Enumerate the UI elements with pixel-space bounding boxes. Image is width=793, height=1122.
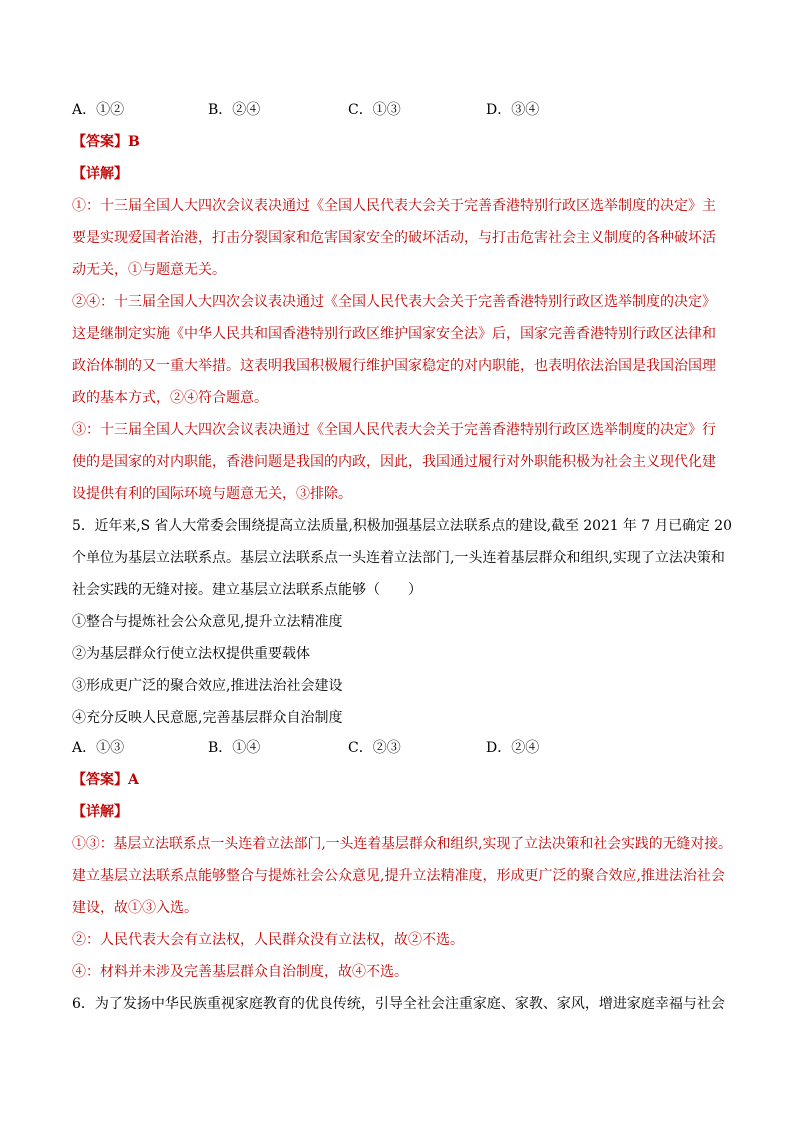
q5-stem-line: 5．近年来,S 省人大常委会围绕提高立法质量,积极加强基层立法联系点的建设,截至 2021 年 7 月已确定 20 <box>72 518 732 534</box>
q4-expl-line: 动无关，①与题意无关。 <box>72 262 226 278</box>
q5-item: ③形成更广泛的聚合效应,推进法治社会建设 <box>72 678 343 694</box>
q5-answer: 【答案】A <box>72 772 139 788</box>
q5-stem-line: 个单位为基层立法联系点。基层立法联系点一头连着立法部门,一头连着基层群众和组织,实现了立法决策和 <box>72 550 725 566</box>
q5-item: ④充分反映人民意愿,完善基层群众自治制度 <box>72 710 343 726</box>
q4-answer: 【答案】B <box>72 134 140 150</box>
q4-expl-line: ①：十三届全国人大四次会议表决通过《全国人民代表大会关于完善香港特别行政区选举制度的决定》主 <box>72 198 716 214</box>
q5-expl-line: 建立基层立法联系点能够整合与提炼社会公众意见,提升立法精准度，形成更广泛的聚合效应,推进法治社会 <box>72 868 725 884</box>
q4-expl-line: 政的基本方式，②④符合题意。 <box>72 390 268 406</box>
q5-detail-title: 【详解】 <box>72 804 128 820</box>
q5-option-d: D．②④ <box>486 740 540 756</box>
q4-expl-line: 这是继制定实施《中华人民共和国香港特别行政区维护国家安全法》后，国家完善香港特别行政区法律和 <box>72 326 716 342</box>
q4-expl-line: 使的是国家的对内职能，香港问题是我国的内政，因此，我国通过履行对外职能积极为社会主义现代化建 <box>72 454 716 470</box>
q6-stem-line: 6．为了发扬中华民族重视家庭教育的优良传统，引导全社会注重家庭、家教、家风，增进家庭幸福与社会 <box>72 996 725 1012</box>
q5-item: ①整合与提炼社会公众意见,提升立法精准度 <box>72 614 343 630</box>
q5-expl-line: 建设，故①③入选。 <box>72 900 198 916</box>
q5-option-a: A．①③ <box>72 740 125 756</box>
q5-stem-line: 社会实践的无缝对接。建立基层立法联系点能够（ ） <box>72 582 422 598</box>
q5-options <box>72 738 732 760</box>
q4-expl-line: 设提供有利的国际环境与题意无关，③排除。 <box>72 486 352 502</box>
q4-option-c: C．①③ <box>348 102 401 118</box>
q4-options <box>72 100 732 122</box>
q5-option-c: C．②③ <box>348 740 401 756</box>
q4-expl-line: ②④：十三届全国人大四次会议表决通过《全国人民代表大会关于完善香港特别行政区选举制度的决定》 <box>72 294 716 310</box>
q5-expl-line: ②：人民代表大会有立法权，人民群众没有立法权，故②不选。 <box>72 932 464 948</box>
q4-option-b: B．②④ <box>208 102 261 118</box>
q4-expl-line: 政治体制的又一重大举措。这表明我国积极履行维护国家稳定的对内职能，也表明依法治国是我国治国理 <box>72 358 716 374</box>
q4-expl-line: 要是实现爱国者治港，打击分裂国家和危害国家安全的破坏活动，与打击危害社会主义制度的各种破坏活 <box>72 230 716 246</box>
q5-expl-line: ④：材料并未涉及完善基层群众自治制度，故④不选。 <box>72 964 408 980</box>
q4-option-a: A．①② <box>72 102 125 118</box>
q5-item: ②为基层群众行使立法权提供重要载体 <box>72 646 310 662</box>
q5-expl-line: ①③：基层立法联系点一头连着立法部门,一头连着基层群众和组织,实现了立法决策和社会实践的无缝对接。 <box>72 836 732 852</box>
q5-option-b: B．①④ <box>208 740 261 756</box>
q4-option-d: D．③④ <box>486 102 540 118</box>
q4-expl-line: ③：十三届全国人大四次会议表决通过《全国人民代表大会关于完善香港特别行政区选举制度的决定》行 <box>72 422 716 438</box>
q4-detail-title: 【详解】 <box>72 166 128 182</box>
